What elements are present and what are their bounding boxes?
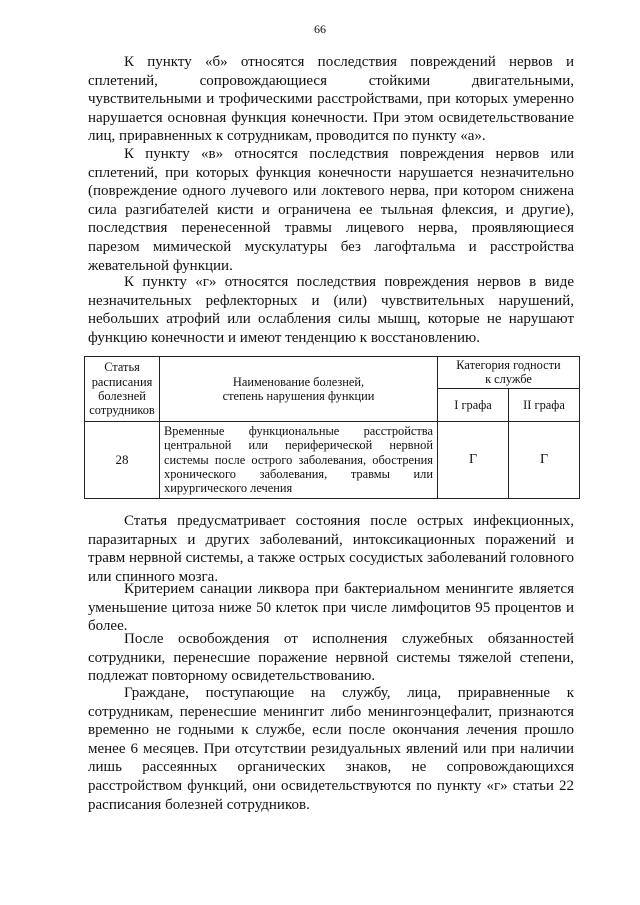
header-article-line: расписания xyxy=(91,374,153,389)
disease-schedule-table xyxy=(84,356,580,499)
paragraph-text: Граждане, поступающие на службу, лица, приравненные к сотрудникам, перенесшие менингит либо менингоэнцефалит, признаются временно не годными к службе, если после окончания лечения прошло менее 6 месяцев. При отсутствии резидуальных явлений или при наличии лишь рассеянных органических знаков, не сопровождающихся расстройством функций, они освидетельствуются по пункту «г» статьи 22 расписания болезней сотрудников. xyxy=(88,685,574,813)
header-graph-2: II графа xyxy=(509,388,580,421)
paragraph-article-scope xyxy=(88,512,574,586)
paragraph-text: Критерием санации ликвора при бактериальном менингите является уменьшение цитоза ниже 50 клеток при числе лимфоцитов 95 процентов и более. xyxy=(88,581,574,635)
paragraph-point-g xyxy=(88,273,574,347)
header-article-line: Статья xyxy=(104,360,140,375)
header-graph-1: I графа xyxy=(438,388,509,421)
paragraph-text: К пункту «в» относятся последствия повреждения нервов или сплетений, при которых функция конечности нарушается незначительно (повреждение одного лучевого или локтевого нерва, при котором снижена сила разгибателей кисти и ограничена ее тыльная флексия, и другие), последствия перенесенной травмы лицевого нерва, проявляющиеся парезом мимической мускулатуры без лагофтальма и расстройства жевательной функции. xyxy=(88,146,574,274)
page-number: 66 xyxy=(314,22,326,36)
paragraph-text: К пункту «г» относятся последствия повреждения нервов в виде незначительных рефлекторных и (или) чувствительных нарушений, небольших атрофий или ослабления силы мышц, которые не нарушают функцию конечности и имеют тенденцию к восстановлению. xyxy=(88,274,574,346)
paragraph-text: К пункту «б» относятся последствия повреждений нервов и сплетений, сопровождающиеся стойкими двигательными, чувствительными и трофическими расстройствами, при которых умеренно нарушается основная функция конечности. При этом освидетельствование лиц, приравненных к сотрудникам, проводится по пункту «а». xyxy=(88,54,574,145)
header-name-line: степень нарушения функции xyxy=(222,388,375,403)
cell-disease-name: Временные функциональные расстройства центральной или периферической нервной системы после острого заболевания, обострения хронического заболевания, травмы или хирургического лечения xyxy=(160,421,438,498)
paragraph-meningitis xyxy=(88,684,574,814)
paragraph-liquor-criterion xyxy=(88,580,574,636)
header-disease-name xyxy=(160,357,438,422)
paragraph-point-v xyxy=(88,145,574,275)
header-fitness-category xyxy=(438,357,580,389)
cell-graph-2-category: Г xyxy=(509,421,580,498)
header-article xyxy=(85,357,160,422)
cell-graph-1-category: Г xyxy=(438,421,509,498)
header-name-line: Наименование болезней, xyxy=(232,374,365,389)
header-category-line: Категория годности xyxy=(456,358,561,372)
header-article-line: сотрудников xyxy=(89,403,155,418)
paragraph-reexamination xyxy=(88,630,574,686)
table-header-row xyxy=(85,357,580,389)
paragraph-point-b xyxy=(88,53,574,146)
cell-article-number: 28 xyxy=(85,421,160,498)
paragraph-text: Статья предусматривает состояния после острых инфекционных, паразитарных и других заболеваний, интоксикационных поражений и травм нервной системы, а также острых сосудистых заболеваний головного или спинного мозга. xyxy=(88,513,574,585)
header-article-line: болезней xyxy=(98,388,146,403)
table-row xyxy=(85,421,580,498)
paragraph-text: После освобождения от исполнения служебных обязанностей сотрудники, перенесшие поражение нервной системы тяжелой степени, подлежат повторному освидетельствованию. xyxy=(88,631,574,685)
header-category-line: к службе xyxy=(485,372,532,387)
